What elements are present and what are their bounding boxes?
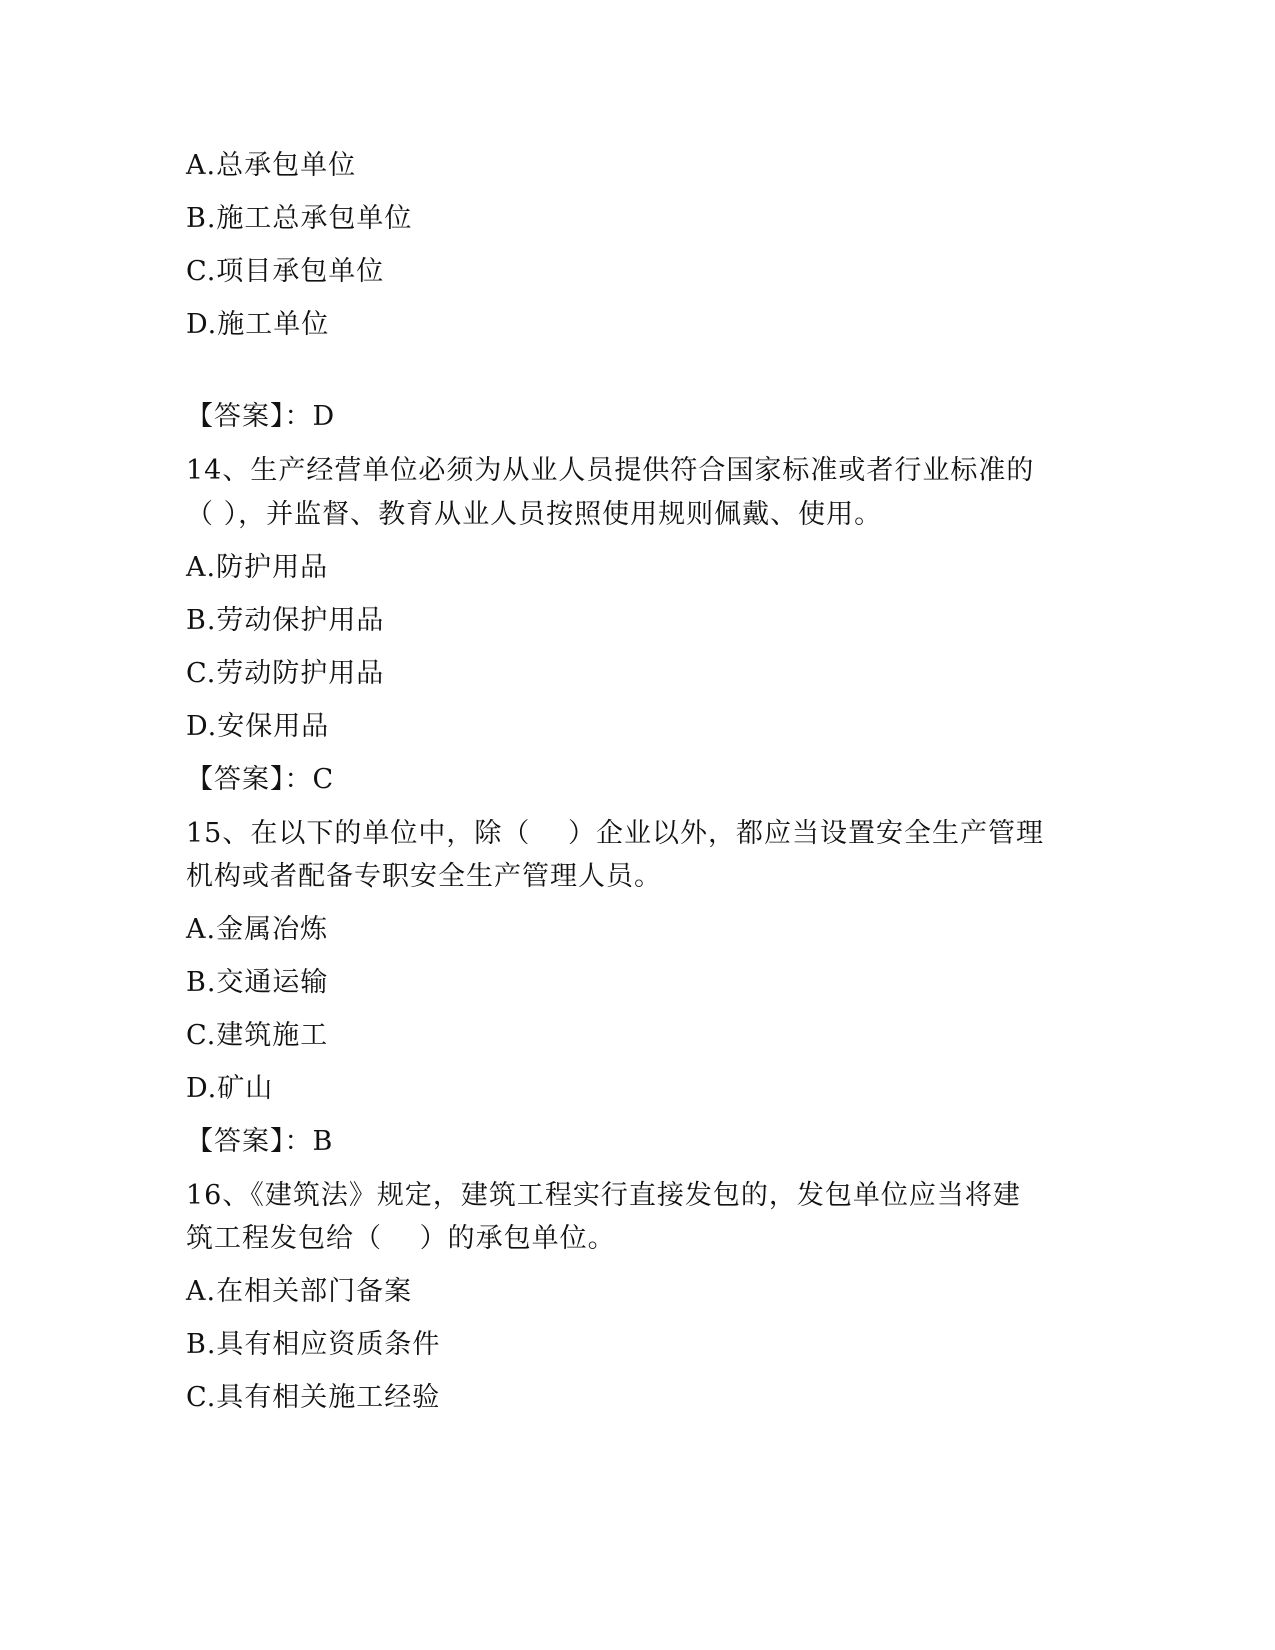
question-15-line2: 机构或者配备专职安全生产管理人员。 bbox=[186, 861, 662, 892]
answer-15: 【答案】：B bbox=[186, 1126, 334, 1157]
question-14-line1: 14、生产经营单位必须为从业人员提供符合国家标准或者行业标准的 bbox=[186, 455, 1035, 486]
answer-14: 【答案】：C bbox=[186, 764, 335, 795]
option-15-a: A.金属冶炼 bbox=[186, 914, 329, 945]
option-16-c: C.具有相关施工经验 bbox=[186, 1382, 441, 1413]
option-15-c: C.建筑施工 bbox=[186, 1020, 329, 1051]
option-13-b: B.施工总承包单位 bbox=[186, 203, 413, 234]
option-13-d: D.施工单位 bbox=[186, 309, 330, 340]
answer-13: 【答案】：D bbox=[186, 401, 336, 432]
option-15-b: B.交通运输 bbox=[186, 967, 329, 998]
option-16-a: A.在相关部门备案 bbox=[186, 1276, 413, 1307]
option-14-a: A.防护用品 bbox=[186, 552, 329, 583]
question-16-line1: 16、《建筑法》规定，建筑工程实行直接发包的，发包单位应当将建 bbox=[186, 1180, 1021, 1211]
question-16-line2: 筑工程发包给（ ）的承包单位。 bbox=[186, 1223, 616, 1254]
option-14-b: B.劳动保护用品 bbox=[186, 605, 385, 636]
option-13-a: A.总承包单位 bbox=[186, 150, 357, 181]
option-14-d: D.安保用品 bbox=[186, 711, 330, 742]
option-14-c: C.劳动防护用品 bbox=[186, 658, 385, 689]
option-13-c: C.项目承包单位 bbox=[186, 256, 385, 287]
option-15-d: D.矿山 bbox=[186, 1073, 274, 1104]
option-16-b: B.具有相应资质条件 bbox=[186, 1329, 441, 1360]
question-14-line2: （ ），并监督、教育从业人员按照使用规则佩戴、使用。 bbox=[186, 499, 883, 530]
question-15-line1: 15、在以下的单位中，除（ ）企业以外，都应当设置安全生产管理 bbox=[186, 818, 1044, 849]
